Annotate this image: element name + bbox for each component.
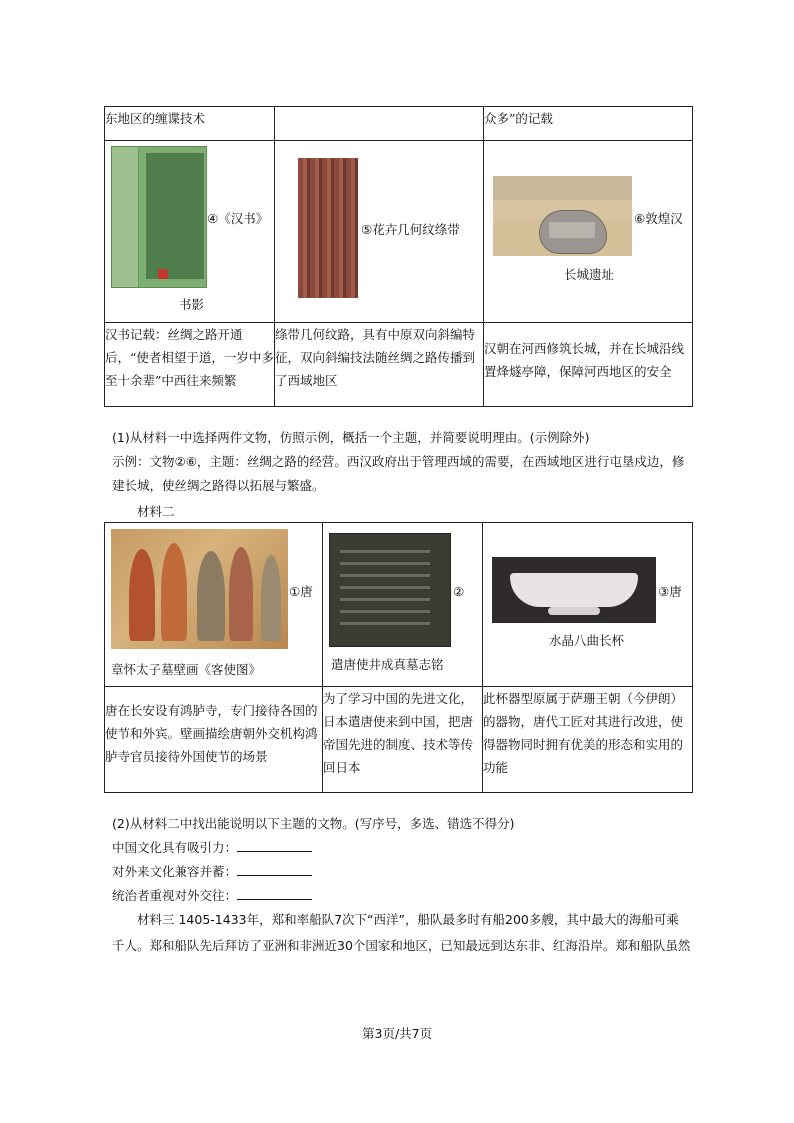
answer-blank[interactable]	[237, 862, 312, 876]
artifact-caption: 长城遗址	[564, 267, 615, 282]
answer-blank[interactable]	[237, 838, 312, 852]
artifact-description: 为了学习中国的先进文化，日本遣唐使来到中国，把唐帝国先进的制度、技术等传回日本	[323, 687, 483, 793]
artifact-caption: 水晶八曲长杯	[549, 633, 625, 648]
question-2a-label: 中国文化具有吸引力：	[112, 840, 238, 855]
artifact-marker: ③唐	[658, 584, 682, 599]
artifact-marker: ④《汉书》	[207, 211, 269, 226]
artifact-caption: 遣唐使井成真墓志铭	[331, 657, 444, 672]
material-2-title: 材料二	[137, 504, 175, 519]
artifact-cell-1	[105, 523, 323, 687]
material-3-line-1: 材料三 1405-1433年，郑和率船队7次下“西洋”，船队最多时有船200多艘，其中最大的海船可乘	[137, 912, 679, 927]
image-row	[105, 523, 693, 687]
artifact-caption: 章怀太子墓壁画《客使图》	[111, 662, 262, 677]
artifact-description: 汉书记载：丝绸之路开通后，“使者相望于道，一岁中多至十余辈”中西往来频繁	[105, 323, 275, 407]
artifact-marker: ①唐	[289, 584, 313, 599]
material-3-line-2: 千人。郑和船队先后拜访了亚洲和非洲近30个国家和地区，已知最远到达东非、红海沿岸。郑和船队虽然	[112, 938, 691, 953]
artifact-description: 汉朝在河西修筑长城，并在长城沿线置烽燧亭障，保障河西地区的安全	[484, 323, 693, 407]
question-2c-label: 统治者重视对外交往：	[112, 888, 238, 903]
page-number: 第3页/共7页	[362, 1026, 433, 1041]
silk-ribbon-image	[298, 158, 358, 298]
question-1-example-cont: 建长城，使丝绸之路得以拓展与繁盛。	[112, 478, 325, 493]
artifact-marker: ②	[453, 584, 465, 599]
artifact-caption: 书影	[179, 297, 205, 312]
description-row	[105, 323, 693, 407]
description-row	[105, 687, 693, 793]
question-1-prompt: (1)从材料一中选择两件文物，仿照示例，概括一个主题，并简要说明理由。(示例除外)	[112, 430, 590, 445]
header-cell: 众多”的记载	[484, 107, 693, 141]
artifact-cell-2	[323, 523, 483, 687]
artifact-description: 此杯器型原属于萨珊王朝（今伊朗）的器物，唐代工匠对其进行改进，使得器物同时拥有优美的形态和实用的功能	[483, 687, 693, 793]
question-1-example: 示例：文物②⑥，主题：丝绸之路的经营。西汉政府出于管理西域的需要，在西域地区进行屯垦戍边，修	[112, 454, 685, 469]
question-2c	[112, 886, 312, 904]
envoy-mural-image	[111, 529, 288, 649]
artifact-marker: ⑤花卉几何纹绦带	[361, 222, 460, 237]
epitaph-tablet-image	[329, 533, 451, 647]
table-header-row	[105, 107, 693, 141]
artifact-table-2	[104, 522, 693, 793]
artifact-description: 绦带几何纹路，具有中原双向斜编特征，双向斜编技法随丝绸之路传播到了西域地区	[275, 323, 484, 407]
question-2a	[112, 838, 312, 856]
artifact-cell-4	[105, 141, 275, 323]
question-2b	[112, 862, 312, 880]
artifact-cell-6	[484, 141, 693, 323]
header-cell: 东地区的缠谍技术	[105, 107, 275, 141]
artifact-cell-5	[275, 141, 484, 323]
great-wall-ruin-image	[493, 176, 632, 256]
header-cell	[275, 107, 484, 141]
question-2-prompt: (2)从材料二中找出能说明以下主题的文物。(写序号，多选、错选不得分)	[112, 816, 515, 831]
book-cover-image	[111, 146, 207, 288]
artifact-description: 唐在长安设有鸿胪寺，专门接待各国的使节和外宾。壁画描绘唐朝外交机构鸿胪寺官员接待外国使节的场景	[105, 687, 323, 793]
artifact-cell-3	[483, 523, 693, 687]
question-2b-label: 对外来文化兼容并蓄：	[112, 864, 238, 879]
artifact-table-1	[104, 106, 693, 407]
artifact-marker: ⑥敦煌汉	[634, 211, 683, 226]
image-row	[105, 141, 693, 323]
crystal-cup-image	[492, 557, 656, 623]
answer-blank[interactable]	[237, 886, 312, 900]
